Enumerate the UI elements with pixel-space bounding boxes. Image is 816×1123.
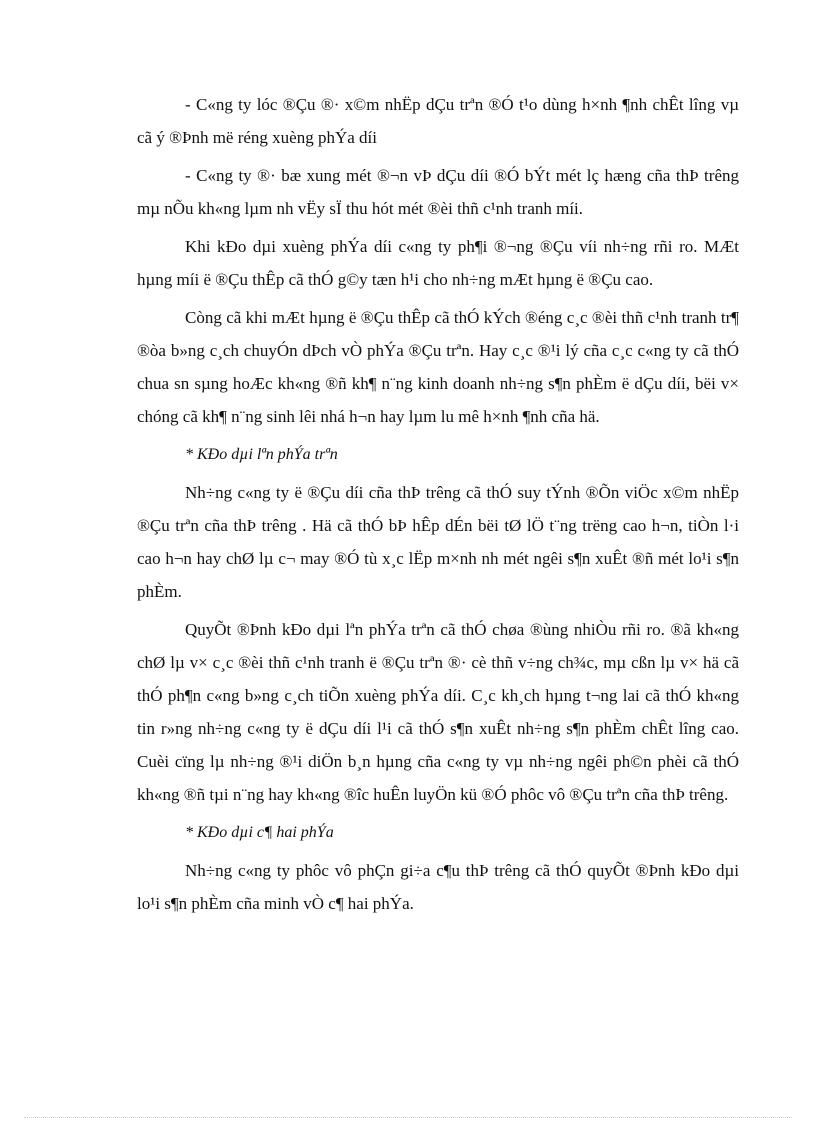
body-paragraph-1: Khi kÐo dµi xuèng phÝa díi c«ng ty ph¶i ®¬ng ®Çu víi nh÷ng rñi ro. MÆt hµng míi ë ®Çu thÊp cã thÓ g©y tæn h¹i cho nh÷ng mÆt hµng ë ®Çu cao. <box>137 237 739 289</box>
section-heading-both-ways: * KÐo dµi c¶ hai phÝa <box>185 824 334 841</box>
page-bottom-rule <box>24 1117 792 1118</box>
body-paragraph-4: QuyÕt ®Þnh kÐo dµi lªn phÝa trªn cã thÓ chøa ®ùng nhiÒu rñi ro. ®ã kh«ng chØ lµ v× c¸c ®èi thñ c¹nh tranh ë ®Çu trªn ®· cè thñ v÷ng ch¾c, mµ cßn lµ v× hä cã thÓ ph¶n c«ng b»ng c¸ch tiÕn xuèng phÝa díi. C¸c kh¸ch hµng t¬ng lai cã thÓ kh«ng tin r»ng nh÷ng c«ng ty ë dÇu díi l¹i cã thÓ s¶n xuÊt nh÷ng s¶n phÈm chÊt lîng cao. Cuèi cïng lµ nh÷ng ®¹i diÖn b¸n hµng cña c«ng ty vµ nh÷ng ngêi ph©n phèi cã thÓ kh«ng ®ñ tµi n¨ng hay kh«ng ®îc huÊn luyÖn kü ®Ó phôc vô ®Çu trªn cña thÞ trêng. <box>137 620 739 804</box>
bullet-paragraph-2: - C«ng ty ®· bæ xung mét ®¬n vÞ dÇu díi ®Ó bÝt mét lç hæng cña thÞ trêng mµ nÕu kh«ng lµm nh vËy sÏ thu hót mét ®èi thñ c¹nh tranh míi. <box>137 166 739 218</box>
document-body <box>137 88 739 925</box>
body-paragraph-2: Còng cã khi mÆt hµng ë ®Çu thÊp cã thÓ kÝch ®éng c¸c ®èi thñ c¹nh tranh tr¶ ®òa b»ng c¸ch chuyÓn dÞch vÒ phÝa ®Çu trªn. Hay c¸c ®¹i lý cña c¸c c«ng ty cã thÓ chua sn sµng hoÆc kh«ng ®ñ kh¶ n¨ng kinh doanh nh÷ng s¶n phÈm ë dÇu díi, bëi v× chóng cã kh¶ n¨ng sinh lêi nhá h¬n hay lµm lu mê h×nh ¶nh cña hä. <box>137 308 739 426</box>
bullet-paragraph-1: - C«ng ty lóc ®Çu ®· x©m nhËp dÇu trªn ®Ó t¹o dùng h×nh ¶nh chÊt lîng vµ cã ý ®Þnh më réng xuèng phÝa díi <box>137 95 739 147</box>
body-paragraph-5: Nh÷ng c«ng ty phôc vô phÇn gi÷a c¶u thÞ trêng cã thÓ quyÕt ®Þnh kÐo dµi lo¹i s¶n phÈm cña minh vÒ c¶ hai phÝa. <box>137 861 739 913</box>
body-paragraph-3: Nh÷ng c«ng ty ë ®Çu díi cña thÞ trêng cã thÓ suy tÝnh ®Õn viÖc x©m nhËp ®Çu trªn cña thÞ trêng . Hä cã thÓ bÞ hÊp dÉn bëi tØ lÖ t¨ng trëng cao h¬n, tiÒn l·i cao h¬n hay chØ lµ c¬ may ®Ó tù x¸c lËp m×nh nh mét ngêi s¶n xuÊt ®ñ mét lo¹i s¶n phÈm. <box>137 483 739 601</box>
section-heading-upward: * KÐo dµi lªn phÝa trªn <box>185 446 338 463</box>
